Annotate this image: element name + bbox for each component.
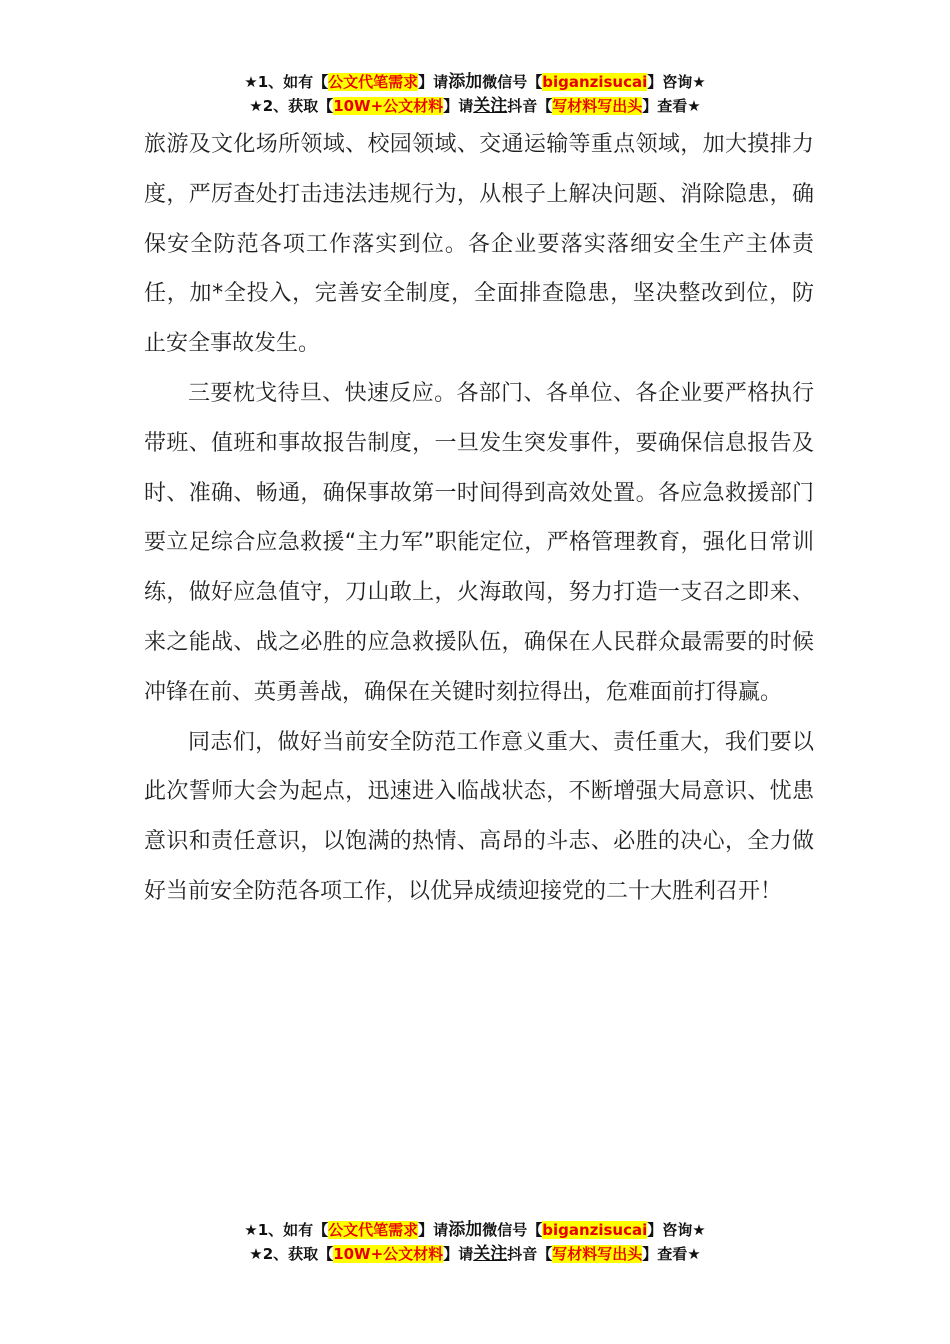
footer-2-suffix: 】查看★ [642, 1245, 701, 1263]
banner-line-2 [0, 94, 950, 118]
banner-2-mid2: 抖音【 [507, 97, 553, 115]
paragraph-third-requirement: 三要枕戈待旦、快速反应。各部门、各单位、各企业要严格执行带班、值班和事故报告制度，一旦发生突发事件，要确保信息报告及时、准确、畅通，确保事故第一时间得到高效处置。各应急救援部门要立足综合应急救援“主力军”职能定位，严格管理教育，强化日常训练，做好应急值守，刀山敢上，火海敢闯，努力打造一支召之即来、来之能战、战之必胜的应急救援队伍，确保在人民群众最需要的时候冲锋在前、英勇善战，确保在关键时刻拉得出，危难面前打得赢。 [144, 380, 814, 705]
banner-1-mid2: 微信号【 [482, 73, 543, 91]
banner-2-emphasis: 关注 [473, 96, 508, 116]
banner-1-highlight-service: 公文代笔需求 [328, 73, 419, 91]
footer-1-highlight-service: 公文代笔需求 [328, 1221, 419, 1239]
footer-line-2 [0, 1242, 950, 1266]
footer-2-prefix: ★2、获取【 [249, 1245, 334, 1263]
footer-1-emphasis: 添加 [448, 1220, 483, 1240]
banner-2-prefix: ★2、获取【 [249, 97, 334, 115]
footer-2-highlight-materials: 10W+公文材料 [333, 1245, 444, 1263]
banner-2-highlight-douyin: 写材料写出头 [552, 97, 643, 115]
footer-1-prefix: ★1、如有【 [244, 1221, 329, 1239]
banner-2-suffix: 】查看★ [642, 97, 701, 115]
banner-line-1 [0, 70, 950, 94]
footer-1-suffix: 】咨询★ [647, 1221, 706, 1239]
footer-banner [0, 1218, 950, 1266]
footer-line-1 [0, 1218, 950, 1242]
footer-2-mid: 】请 [443, 1245, 474, 1263]
banner-1-prefix: ★1、如有【 [244, 73, 329, 91]
banner-1-highlight-wechat: biganzisucai [542, 73, 648, 91]
paragraph-closing: 同志们，做好当前安全防范工作意义重大、责任重大，我们要以此次誓师大会为起点，迅速进入临战状态，不断增强大局意识、忧患意识和责任意识，以饱满的热情、高昂的斗志、必胜的决心，全力做好当前安全防范各项工作，以优异成绩迎接党的二十大胜利召开！ [144, 729, 814, 904]
header-banner [0, 70, 950, 118]
footer-2-highlight-douyin: 写材料写出头 [552, 1245, 643, 1263]
footer-2-emphasis: 关注 [473, 1244, 508, 1264]
paragraph-continuation: 旅游及文化场所领域、校园领域、交通运输等重点领域，加大摸排力度，严厉查处打击违法违规行为，从根子上解决问题、消除隐患，确保安全防范各项工作落实到位。各企业要落实落细安全生产主体责任，加*全投入，完善安全制度，全面排查隐患，坚决整改到位，防止安全事故发生。 [144, 132, 814, 357]
banner-2-highlight-materials: 10W+公文材料 [333, 97, 444, 115]
banner-1-mid: 】请 [418, 73, 449, 91]
footer-2-mid2: 抖音【 [507, 1245, 553, 1263]
footer-1-mid2: 微信号【 [482, 1221, 543, 1239]
banner-2-mid: 】请 [443, 97, 474, 115]
footer-1-highlight-wechat: biganzisucai [542, 1221, 648, 1239]
document-body [144, 120, 814, 917]
banner-1-suffix: 】咨询★ [647, 73, 706, 91]
footer-1-mid: 】请 [418, 1221, 449, 1239]
banner-1-emphasis: 添加 [448, 72, 483, 92]
